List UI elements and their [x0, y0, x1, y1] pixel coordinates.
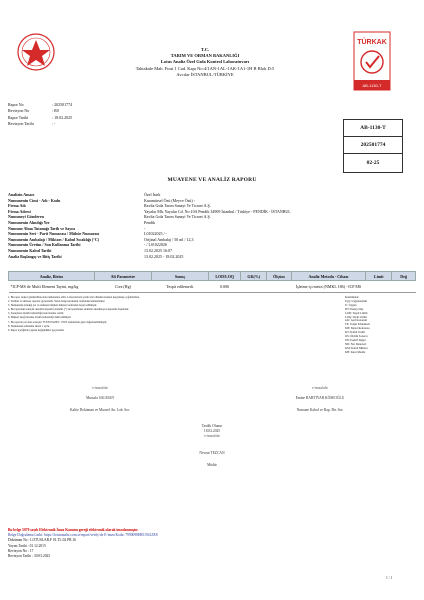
cell-deg — [392, 281, 416, 293]
turkak-code: AB-1130-T — [362, 83, 382, 88]
signature-role: Numune Kabul ve Rap. Bir. Sor. — [296, 408, 344, 412]
info-label: Numunenin Cinsi - Adı - Kodu — [8, 197, 61, 203]
meta-value: : - — [52, 121, 56, 127]
info-value: L01022025 / - — [144, 231, 167, 237]
note-item: 8. Numunenin saklanma süresi 1 aydır. — [8, 324, 50, 328]
report-code-box — [343, 119, 403, 173]
report-notes — [8, 296, 338, 333]
col-header: Analiz Metodu - Cihazı — [291, 272, 366, 281]
info-label: Numunenin Ambalajı / Miktarı / Kabul Sıcaklığı (°C) — [8, 236, 100, 242]
legend-item: TE: Tespit Edilemedi — [345, 322, 370, 327]
info-label: Numuneyi Gönderen — [8, 214, 44, 220]
info-value: Ravlia Gıda Tarım Sanayi Ve Ticaret A.Ş. — [144, 203, 211, 209]
results-header-row — [9, 272, 416, 281]
signature-left — [40, 386, 160, 412]
info-row — [8, 254, 408, 260]
legend-item: Kısaltmalar: — [345, 295, 360, 299]
cell-olcum — [267, 281, 291, 293]
meta-label: Revizyon Tarihi — [8, 121, 34, 127]
col-header: Sonuç — [152, 272, 209, 281]
info-label: Analiz Başlangıç ve Bitiş Tarihi — [8, 253, 62, 259]
header-address-2: Avcılar İSTANBUL/TÜRKİYE — [176, 71, 234, 77]
cell-parameter: Civa (Hg) — [94, 281, 151, 293]
doc-number: Doküman No : LOTUSLAB.F 01.TL.02.PR.16 — [8, 538, 76, 543]
report-box-code: AB-1130-T — [344, 120, 402, 137]
legend-item: U: Uygun — [345, 302, 357, 307]
approval-heading: Tasdik Olunur — [201, 424, 223, 428]
col-header: Değ — [392, 272, 416, 281]
legend-item: KT: Kabul Tarihi — [345, 330, 365, 335]
info-value: Pendik — [144, 219, 156, 225]
report-box-number: 202501774 — [344, 137, 402, 154]
revision-date: Revizyon Tarihi : 30.03.2023 — [8, 554, 51, 559]
header-lab: Lotus Analiz Özel Gıda Kontrol Laboratuvarı — [160, 59, 250, 65]
note-item: 1. Bu rapor sadece gönderilmiş olan numunelere aittir. Laboratuvarın yazılı izni olmadan kısmen kopyalanıp çoğaltılamaz. — [8, 296, 140, 299]
results-table — [8, 271, 416, 293]
cell-method: İşletme içi metot (NMKL 186) - ICP MS — [291, 281, 366, 293]
info-label: Numune Alma Tutanağı Tarih ve Sayısı — [8, 225, 76, 231]
meta-value: : 18.02.2025 — [52, 114, 73, 120]
turkak-logo-icon — [352, 30, 392, 92]
info-label: Numunenin Kabul Tarihi — [8, 247, 52, 253]
signature-name: Emine BAHTİYAR KÖSEOĞLU — [295, 396, 345, 400]
signature-esign: e-imzalıdır — [92, 386, 108, 390]
info-value: - — [144, 225, 146, 231]
info-value: 13.02.2025 - 18.02.2025 — [144, 253, 184, 259]
sample-info — [8, 192, 408, 259]
info-value: Orijinal Ambalaj / 50 ml / 12,3 — [144, 236, 194, 242]
abbreviation-legend — [345, 296, 405, 355]
note-item: 6. Müşteri isteği üzerine ölçüm belirsizliği dahil edilmiştir. — [8, 316, 72, 320]
verify-link[interactable]: Belge Doğrulama Linki: https://lotusanaliz.com.tr/report/verify/de E-imza Kodu: 7990098H851941ZE8 — [8, 533, 158, 538]
info-label: Firma Adresi — [8, 208, 31, 214]
header-tc: T.C. — [200, 47, 210, 52]
signature-right — [260, 386, 380, 412]
signature-name: Nevzat TEZCAN — [199, 451, 225, 455]
note-item: 4. Bu rapordaki sonuçlar akredite kapsam içindedir. (*) ile işaretlenen analizler akreditasyon kapsamı dışındadır. — [8, 308, 129, 312]
legend-item: PD: Pozitif Değer — [345, 337, 366, 342]
info-label: Analizin Amacı — [8, 192, 35, 197]
note-item: 5. Sonuçların ölçüm belirsizliği istek üzerine verilir. — [8, 312, 64, 316]
info-value: Karamürsel Özü (Meyve Özü) - — [144, 197, 196, 203]
note-item: 3. Numunenin alındığı yer ve numune bilgileri müşteri tarafından beyan edilmiştir. — [8, 304, 97, 308]
cell-limit — [366, 281, 392, 293]
legend-item: GK: Geri Kazanım — [345, 318, 367, 323]
info-value: Ravlia Gıda Tarım Sanayi Ve Ticaret A.Ş. — [144, 214, 211, 220]
signature-center — [152, 424, 272, 468]
approval-date: 18.02.2025 — [203, 429, 221, 433]
info-label: Firma Adı — [8, 203, 26, 209]
legend-item: LOQ: Tayin Limiti — [345, 314, 367, 319]
page-number: 1 / 1 — [386, 576, 393, 580]
info-label: Numunenin Alındığı Yer — [8, 219, 50, 225]
meta-label: Rapor Tarihi — [8, 114, 29, 120]
meta-value: : R0 — [52, 108, 59, 114]
ministry-logo-icon — [16, 32, 56, 72]
signature-name: Mustafa SALMAN — [86, 396, 114, 400]
meta-value: : 202501774 — [52, 102, 73, 107]
header-ministry: TARIM VE ORMAN BAKANLIĞI — [170, 53, 240, 59]
signature-esign: e-imzalıdır — [204, 434, 220, 438]
legend-item: KH: Kuru Madde — [345, 349, 366, 354]
header-address-1: Tahtakale Mah. Fırat 1 Cad. Kapı No:4/1AN-1AL-1AK-1A1-1H B Blok D:5 — [135, 65, 275, 71]
legend-item: KM: Kabul Miktarı — [345, 345, 368, 350]
info-value: Yayalar Mh. Yayalar Cd. No:10A Pendik 34909 İstanbul / Türkiye - PENDİK - İSTANBUL — [144, 208, 291, 214]
col-header: Ölçüm — [267, 272, 291, 281]
col-header: LOD/LOQ — [209, 272, 241, 281]
col-header: GK(%) — [241, 272, 267, 281]
legend-item: Uyg: Uygunsuzluk — [345, 298, 367, 303]
info-value: Özel İstek — [144, 192, 161, 197]
revision-number: Revizyon No : 17 — [8, 548, 34, 553]
col-header: Alt Parametre — [94, 272, 151, 281]
lab-header — [100, 47, 310, 78]
info-label: Numunenin Üretim / Son Kullanma Tarihi — [8, 242, 81, 248]
esign-warning: Bu belge 5070 sayılı Elektronik İmza Kanunu gereği elektronik olarak imzalanmıştır. — [8, 528, 139, 532]
note-item: 9. Rapor içeriğinde yapılan değişiklikler geçersizdir. — [8, 328, 65, 332]
table-row — [9, 281, 416, 293]
note-item: 7. Bu raporda yer alan sonuçlar TS EN ISO/IEC 17025 standardına göre değerlendirilmiştir. — [8, 320, 107, 324]
meta-row — [8, 121, 112, 127]
meta-label: Revizyon No — [8, 108, 30, 114]
report-title: MUAYENE VE ANALİZ RAPORU — [167, 177, 257, 183]
publish-date: Yayım Tarihi : 01.12.2015 — [8, 543, 46, 548]
legend-item: DT: Deney Dışı — [345, 306, 364, 311]
legend-item: ND: Not Detected — [345, 341, 367, 346]
legend-item: ME: Metot Referansı — [345, 326, 370, 331]
signature-role: Müdür — [207, 463, 217, 467]
report-box-date: 02-25 — [366, 159, 380, 166]
legend-item: LOD: Tespit Limiti — [345, 310, 368, 315]
report-meta — [8, 102, 112, 128]
info-label: Numunenin Seri - Parti Numarası / Mühür Numarası — [8, 231, 100, 237]
col-header: Analiz, Birim — [9, 272, 95, 281]
cell-result: Tespit edilemedi. — [152, 281, 209, 293]
cell-gk — [241, 281, 267, 293]
col-header: Limit — [366, 272, 392, 281]
cell-analysis: *ICP-MS ile Multi Element Tayini, mg/kg — [9, 281, 95, 293]
info-value: 13.02.2025 16:07 — [144, 247, 173, 253]
note-item: 2. Tarihsiz ve imzasız raporlar geçersizdir. Yazılı belge kuruluşlar tarafından kullanılamaz. — [8, 300, 106, 304]
meta-label: Rapor No — [8, 102, 24, 107]
signature-esign: e-imzalıdır — [312, 386, 328, 390]
legend-item: OS: Ölçüm Sonucu — [345, 334, 368, 339]
document-footer — [8, 528, 158, 559]
turkak-logo-text: TÜRKAK — [357, 39, 387, 46]
info-value: - / L01022026 — [144, 242, 167, 248]
signature-role: Kalite Doküman ve Muavel An. Lab. Sor. — [70, 408, 130, 412]
cell-lod: 0.006 — [209, 281, 241, 293]
